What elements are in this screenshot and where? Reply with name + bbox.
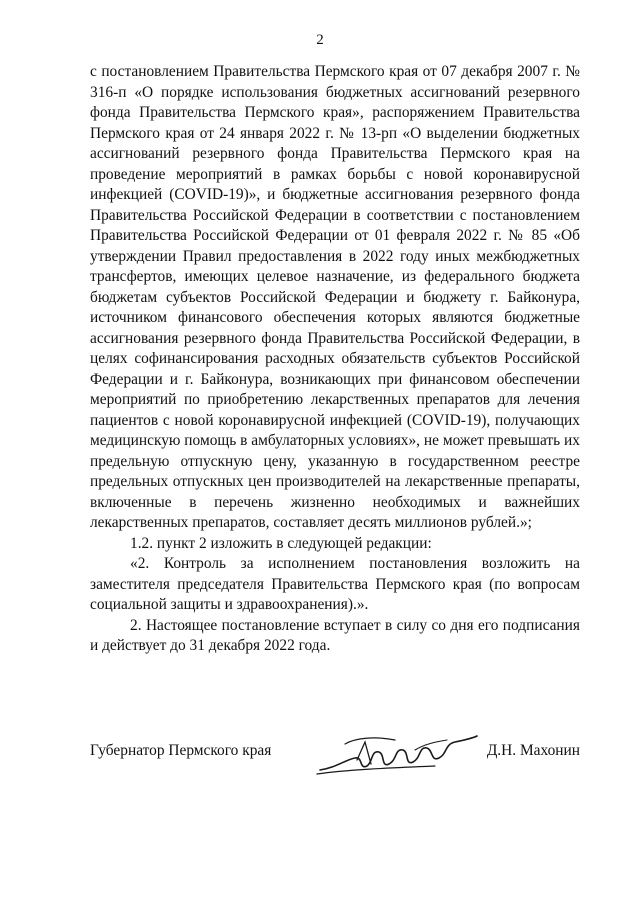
- paragraph-item-1-2: 1.2. пункт 2 изложить в следующей редакции:: [130, 534, 432, 552]
- document-body: [90, 62, 580, 657]
- page-number: 2: [316, 32, 324, 48]
- paragraph-continuation: с постановлением Правительства Пермского края от 07 декабря 2007 г. № 316-п «О порядке использования бюджетных ассигнований резервного фонда Правительства Пермского края», распоряжением Правительства Пермского края от 24 января 2022 г. № 13-рп «О выделении бюджетных ассигнований резервного фонда Правительства Пермского края на проведение мероприятий в рамках борьбы с новой коронавирусной инфекцией (COVID-19)», и бюджетные ассигнования резервного фонда Правительства Российской Федерации в соответствии с постановлением Правительства Российской Федерации от 01 февраля 2022 г. № 85 «Об утверждении Правил предоставления в 2022 году иных межбюджетных трансфертов, имеющих целевое назначение, из федерального бюджета бюджетам субъектов Российской Федерации и бюджету г. Байконура, источником финансового обеспечения которых являются бюджетные ассигнования резервного фонда Правительства Российской Федерации, в целях софинансирования расходных обязательств субъектов Российской Федерации и г. Байконура, возникающих при финансовом обеспечении мероприятий по приобретению лекарственных препаратов для лечения пациентов с новой коронавирусной инфекцией (COVID-19), получающих медицинскую помощь в амбулаторных условиях», не может превышать их предельную отпускную цену, указанную в государственном реестре предельных отпускных цен производителей на лекарственные препараты, включенные в перечень жизненно необходимых и важнейших лекарственных препаратов, составляет десять миллионов рублей.»;: [90, 63, 580, 531]
- signature-block: [90, 730, 580, 780]
- signer-name: Д.Н. Махонин: [486, 742, 580, 759]
- paragraph-effective-date: 2. Настоящее постановление вступает в силу со дня его подписания и действует до 31 декабря 2022 года.: [90, 616, 580, 654]
- paragraph-control-clause: «2. Контроль за исполнением постановления возложить на заместителя председателя Правительства Пермского края (по вопросам социальной защиты и здравоохранения).».: [90, 555, 580, 613]
- signer-title: Губернатор Пермского края: [90, 742, 272, 759]
- handwritten-signature: [315, 730, 480, 780]
